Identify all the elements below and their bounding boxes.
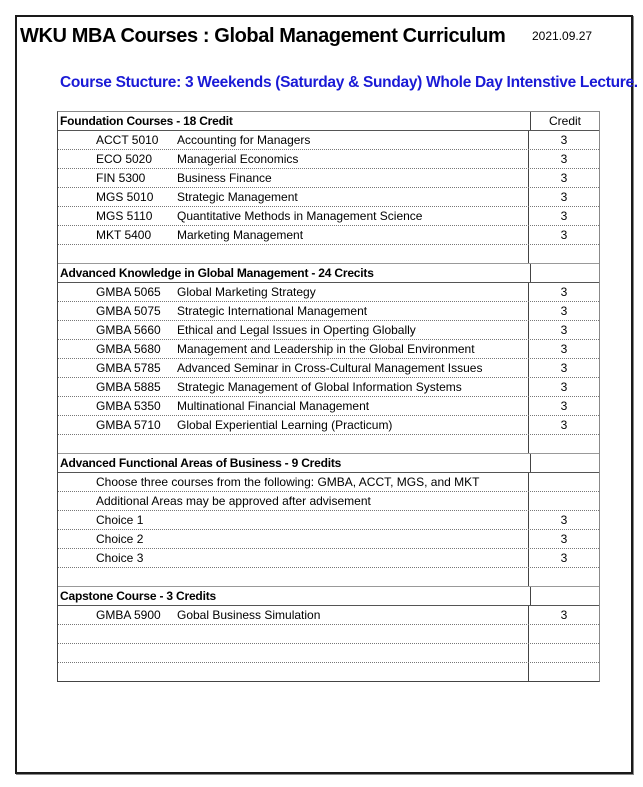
course-credit: 3 [560,304,568,318]
course-credit: 3 [560,380,568,394]
note-row [58,492,599,511]
course-code: GMBA 5785 [96,361,161,375]
course-name: Multinational Financial Management [177,399,370,413]
note-text: Choose three courses from the following: GMBA, ACCT, MGS, and MKT [96,475,480,489]
blank-row [58,663,599,681]
course-credit: 3 [560,608,568,622]
curriculum-table [57,111,600,682]
course-code: GMBA 5680 [96,342,161,356]
course-credit: 3 [560,418,568,432]
course-row [58,188,599,207]
course-code: ACCT 5010 [96,133,159,147]
course-code: MKT 5400 [96,228,152,242]
section-header-foundation [58,112,599,131]
course-credit: 3 [560,133,568,147]
course-credit: 3 [560,399,568,413]
course-row [58,340,599,359]
choice-label: Choice 3 [96,551,144,565]
course-name: Strategic Management [177,190,298,204]
blank-row [58,644,599,663]
course-name: Ethical and Legal Issues in Operting Globally [177,323,416,337]
course-code: GMBA 5660 [96,323,161,337]
course-name: Gobal Business Simulation [177,608,321,622]
choice-row [58,549,599,568]
course-code: GMBA 5350 [96,399,161,413]
course-structure-subtitle: Course Stucture: 3 Weekends (Saturday & Sunday) Whole Day Intenstive Lecture. [60,74,638,91]
course-code: FIN 5300 [96,171,146,185]
course-row [58,397,599,416]
section-title: Foundation Courses - 18 Credit [58,112,531,130]
course-credit: 3 [560,361,568,375]
course-credit: 3 [560,323,568,337]
course-code: GMBA 5710 [96,418,161,432]
course-name: Global Experiential Learning (Practicum) [177,418,393,432]
page-title: WKU MBA Courses : Global Management Curriculum [20,25,506,47]
choice-row [58,530,599,549]
choice-credit: 3 [560,532,568,546]
note-text: Additional Areas may be approved after advisement [96,494,371,508]
course-code: MGS 5010 [96,190,154,204]
blank-row [58,625,599,644]
blank-row [58,568,599,586]
blank-row [58,435,599,453]
course-row [58,169,599,188]
course-row [58,150,599,169]
course-credit: 3 [560,342,568,356]
course-row [58,283,599,302]
course-credit: 3 [560,171,568,185]
choice-label: Choice 2 [96,532,144,546]
course-code: GMBA 5885 [96,380,161,394]
course-credit: 3 [560,285,568,299]
note-row [58,473,599,492]
course-name: Business Finance [177,171,272,185]
choice-label: Choice 1 [96,513,144,527]
document-date: 2021.09.27 [532,29,593,43]
choice-row [58,511,599,530]
choice-credit: 3 [560,513,568,527]
course-code: GMBA 5075 [96,304,161,318]
choice-credit: 3 [560,551,568,565]
course-name: Strategic International Management [177,304,368,318]
course-credit: 3 [560,152,568,166]
course-code: ECO 5020 [96,152,153,166]
course-name: Strategic Management of Global Information Systems [177,380,462,394]
course-name: Quantitative Methods in Management Science [177,209,423,223]
section-title: Capstone Course - 3 Credits [58,587,531,605]
section-title: Advanced Functional Areas of Business - 9 Credits [58,454,531,472]
course-name: Management and Leadership in the Global Environment [177,342,475,356]
course-name: Global Marketing Strategy [177,285,316,299]
course-row [58,207,599,226]
course-row [58,321,599,340]
section-header-capstone [58,586,599,606]
course-code: MGS 5110 [96,209,153,223]
course-credit: 3 [560,228,568,242]
course-code: GMBA 5900 [96,608,161,622]
section-title: Advanced Knowledge in Global Management - 24 Crecits [58,264,531,282]
section-header-advanced-knowledge [58,263,599,283]
course-row [58,226,599,245]
course-row [58,416,599,435]
course-name: Advanced Seminar in Cross-Cultural Management Issues [177,361,483,375]
course-row [58,131,599,150]
course-row [58,606,599,625]
course-name: Marketing Management [177,228,304,242]
course-row [58,302,599,321]
course-name: Managerial Economics [177,152,299,166]
course-name: Accounting for Managers [177,133,311,147]
course-row [58,359,599,378]
course-credit: 3 [560,209,568,223]
course-code: GMBA 5065 [96,285,161,299]
credit-column-header: Credit [548,114,581,128]
course-row [58,378,599,397]
section-header-functional-areas [58,453,599,473]
blank-row [58,245,599,263]
course-credit: 3 [560,190,568,204]
